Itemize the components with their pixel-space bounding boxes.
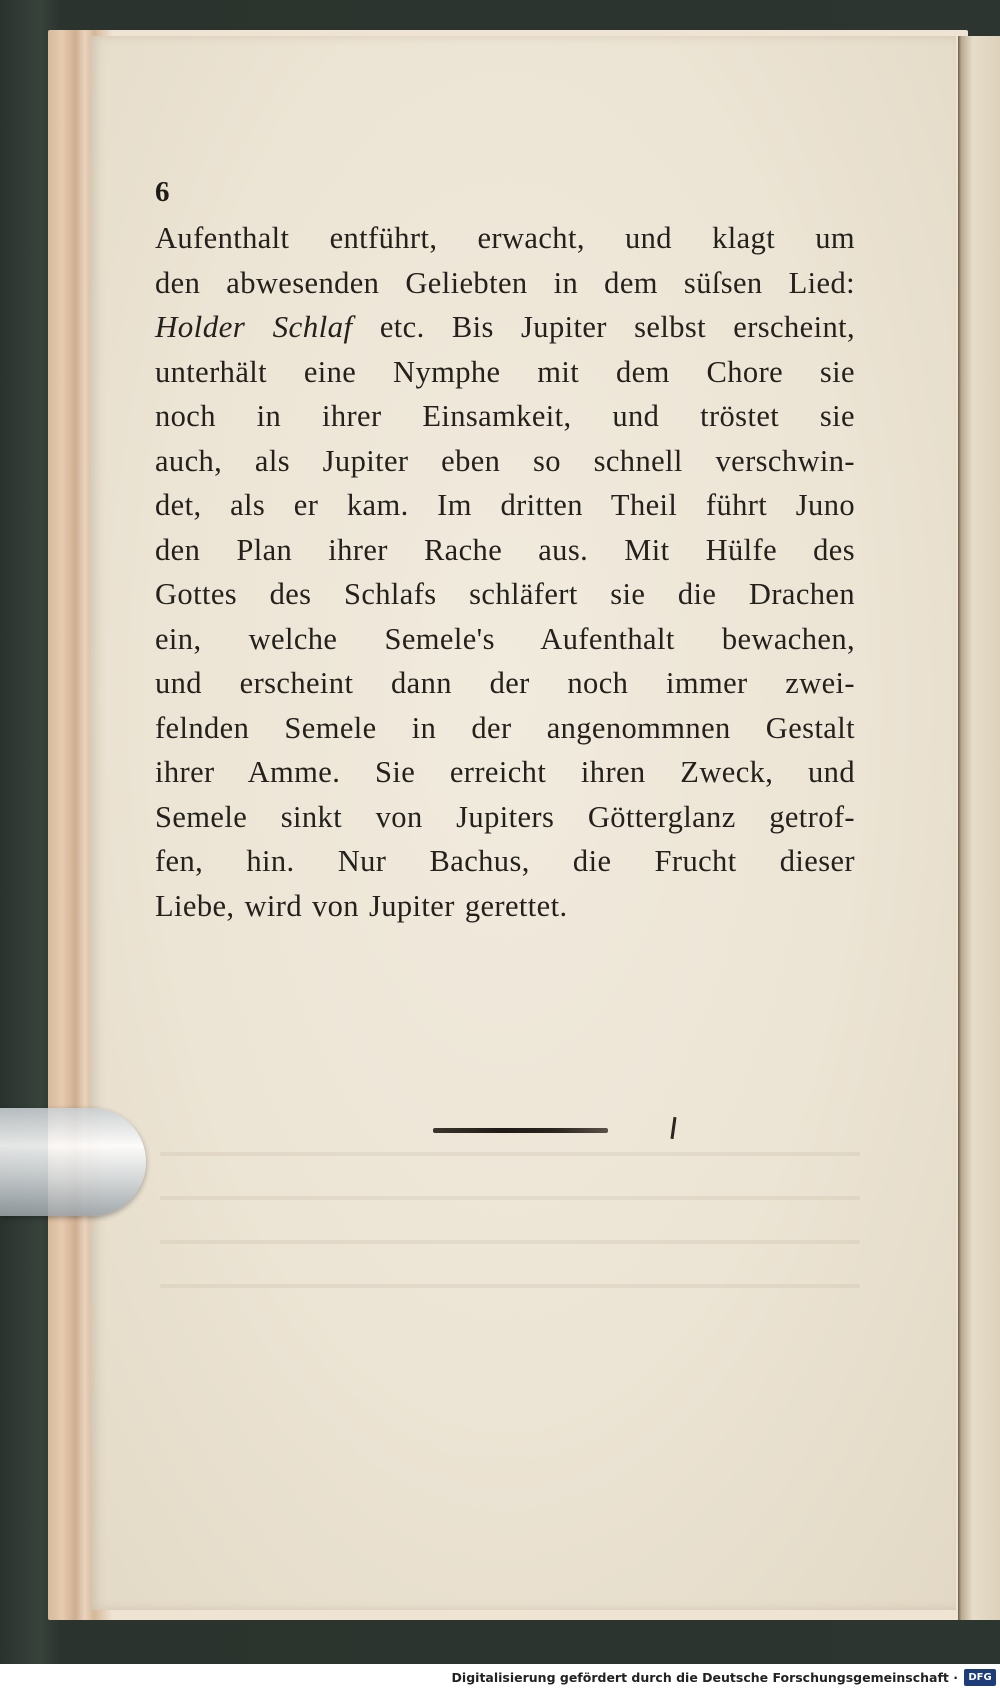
text-line: den abwesenden Geliebten in dem süſsen Lied:: [155, 265, 855, 300]
text-line: Aufenthalt entführt, erwacht, und klagt um: [155, 221, 855, 255]
page-number: 6: [155, 176, 170, 208]
italic-title: Holder Schlaf: [155, 309, 353, 344]
page-holder-clip: [0, 1108, 146, 1216]
bleed-through-mark: [160, 1240, 860, 1244]
text-line: den Plan ihrer Rache aus. Mit Hülfe des: [155, 532, 855, 567]
footer-bar: [0, 1664, 1000, 1692]
text-line: [155, 305, 855, 350]
text-line: Liebe, wird von Jupiter gerettet.: [155, 888, 568, 923]
text-line: ihrer Amme. Sie erreicht ihren Zweck, und: [155, 755, 855, 789]
text-line: Gottes des Schlafs schläfert sie die Drachen: [155, 577, 855, 611]
text-run: etc. Bis Jupiter selbst erscheint,: [352, 310, 856, 344]
footer-credit: Digitalisierung gefördert durch die Deutsche Forschungsgemeinschaft ·: [451, 1670, 958, 1685]
text-line: und erscheint dann der noch immer zwei-: [155, 666, 855, 700]
text-line: Semele sinkt von Jupiters Götterglanz getrof-: [155, 799, 855, 834]
section-divider-rule: [433, 1128, 608, 1133]
body-text: [155, 216, 855, 928]
text-line: ein, welche Semele's Aufenthalt bewachen,: [155, 621, 855, 656]
text-line: noch in ihrer Einsamkeit, und tröstet sie: [155, 399, 855, 433]
dfg-logo: DFG: [964, 1669, 996, 1686]
text-line: det, als er kam. Im dritten Theil führt Juno: [155, 488, 855, 522]
bleed-through-mark: [160, 1152, 860, 1156]
bleed-through-mark: [160, 1196, 860, 1200]
bleed-through-mark: [160, 1284, 860, 1288]
text-line: fen, hin. Nur Bachus, die Frucht dieser: [155, 844, 855, 878]
text-line: auch, als Jupiter eben so schnell verschwin-: [155, 443, 855, 478]
text-line: felnden Semele in der angenommnen Gestalt: [155, 710, 855, 745]
text-line: unterhält eine Nymphe mit dem Chore sie: [155, 354, 855, 389]
next-page-edge: [958, 36, 1000, 1620]
